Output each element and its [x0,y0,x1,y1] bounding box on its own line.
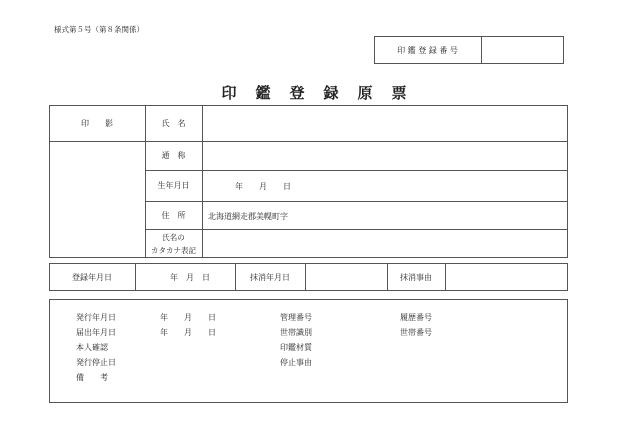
birthdate-value[interactable]: 年 月 日 [235,182,291,191]
issue-date-label: 発行年月日 [76,313,116,322]
katakana-field[interactable] [203,230,567,257]
page-title: 印 鑑 登 録 原 票 [221,83,409,102]
household-id-label: 世帯識別 [280,328,312,337]
alias-field[interactable] [203,142,567,169]
name-label: 氏 名 [161,118,186,128]
issue-stop-date-label: 発行停止日 [76,358,116,367]
cancel-date-label: 抹消年月日 [250,272,290,282]
stop-reason-label: 停止事由 [280,358,312,367]
history-number-label: 履歴番号 [400,313,432,322]
notification-date-label: 届出年月日 [76,328,116,337]
registered-date-value[interactable]: 年 月 日 [170,272,210,282]
cancel-reason-label: 抹消事由 [400,272,432,282]
alias-label: 通 称 [161,151,186,160]
address-label: 住 所 [161,210,186,220]
seal-impression-area [50,142,144,257]
katakana-label [145,229,202,258]
identity-check-label: 本人確認 [76,343,108,352]
katakana-label-line2: カタカナ表記 [151,245,196,255]
issue-date-value[interactable]: 年 月 日 [160,313,216,322]
address-value[interactable]: 北海道網走郡美幌町字 [208,212,288,221]
management-number-label: 管理番号 [280,313,312,322]
registration-number-label: 印 鑑 登 録 番 号 [397,45,458,55]
name-field[interactable] [203,106,567,140]
remarks-label: 備 考 [76,373,108,382]
household-number-label: 世帯番号 [400,328,432,337]
registered-date-label: 登録年月日 [72,272,112,282]
seal-material-label: 印鑑材質 [280,343,312,352]
form-number: 様式第５号（第８条関係） [54,25,144,34]
cancel-date-field[interactable] [306,264,386,290]
katakana-label-line1: 氏名の [162,232,185,242]
birthdate-label: 生年月日 [157,181,190,190]
seal-impression-label: 印 影 [81,118,113,128]
cancel-reason-field[interactable] [446,264,567,290]
registration-number-field[interactable] [482,37,563,63]
notification-date-value[interactable]: 年 月 日 [160,328,216,337]
